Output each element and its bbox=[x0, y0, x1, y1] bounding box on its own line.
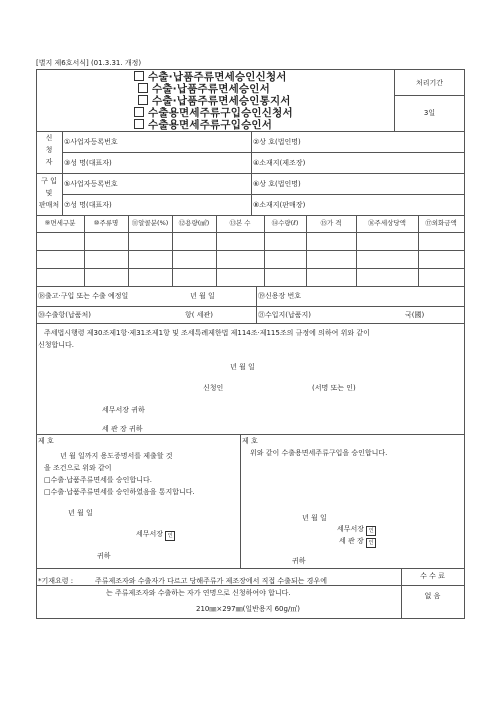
applicant-side-3: 자 bbox=[45, 158, 53, 166]
right-box-no: 제 호 bbox=[242, 437, 258, 445]
left-box-line-4: □수출·납품주류면세를 승인하였음을 통지합니다. bbox=[44, 488, 195, 496]
left-box-no: 제 호 bbox=[38, 437, 54, 445]
seal-icon: 인 bbox=[366, 526, 376, 536]
applicant-side-2: 청 bbox=[45, 146, 53, 154]
col-header-2: ⑩주류명 bbox=[93, 219, 119, 227]
title-4: 수출용면세주류구입승인신청서 bbox=[134, 107, 293, 119]
line-323 bbox=[36, 323, 465, 324]
fee-label: 수 수 료 bbox=[420, 572, 445, 580]
left-box-line-1: 년 월 일까지 용도증명서를 제출할 것 bbox=[60, 452, 173, 460]
notice-line-2: 는 주류제조자와 수출하는 자가 연명으로 신청하여야 합니다. bbox=[106, 589, 291, 597]
fee-value: 없 음 bbox=[424, 592, 441, 600]
proc-hline bbox=[394, 95, 465, 96]
col-header-7: ⑮가 격 bbox=[320, 219, 342, 227]
import-place-label: ㉑수입지(납품지) bbox=[258, 311, 312, 319]
title-5: 수출용면세주류구입승인서 bbox=[134, 119, 272, 131]
line-194 bbox=[62, 194, 465, 195]
applicant-sign-note: (서명 또는 인) bbox=[312, 384, 356, 392]
buyer-address: ⑧소재지(판매장) bbox=[253, 201, 306, 209]
application-date: 년 월 일 bbox=[230, 363, 255, 371]
col-header-1: ⑨면세구분 bbox=[44, 219, 76, 227]
right-box-date: 년 월 일 bbox=[302, 514, 327, 522]
applicant-side-1: 신 bbox=[45, 134, 53, 142]
processing-value: 3일 bbox=[423, 109, 436, 117]
line-268 bbox=[36, 268, 465, 269]
approval-divider bbox=[240, 434, 241, 568]
applicant-trade-name: ②상 호(법인명) bbox=[253, 138, 301, 146]
frame-right-lower bbox=[464, 585, 465, 618]
left-box-line-2: 을 조건으로 위와 같이 bbox=[44, 464, 112, 472]
country-suffix: 국(國) bbox=[405, 311, 425, 319]
title-2: 수출·납품주류면세승인서 bbox=[138, 83, 270, 95]
seal-icon: 인 bbox=[366, 538, 376, 548]
notice-line-1: 주류제조자와 수출자가 다르고 당해주류가 제조장에서 직접 수출되는 경우에 bbox=[95, 577, 327, 585]
right-box-line: 위와 같이 수출용면세주류구입을 승인합니다. bbox=[250, 449, 388, 457]
paper-spec: 210㎜×297㎜(일반용지 60g/㎡) bbox=[196, 605, 301, 613]
buyer-side-2: 및 bbox=[45, 189, 53, 197]
line-434 bbox=[36, 434, 465, 435]
buyer-trade-name: ⑥상 호(법인명) bbox=[253, 180, 301, 188]
addressee-customs: 세 관 장 귀하 bbox=[102, 425, 143, 433]
left-box-date: 년 월 일 bbox=[68, 509, 93, 517]
buyer-reg-no: ⑤사업자등록번호 bbox=[64, 180, 118, 188]
col-header-3: ⑪알콜분(%) bbox=[131, 219, 169, 227]
export-port-mid: 항( 세관) bbox=[185, 311, 213, 319]
left-box-line-3: □수출·납품주류면세를 승인합니다. bbox=[44, 476, 152, 484]
col-header-9: ⑰외화금액 bbox=[425, 219, 457, 227]
line-306 bbox=[36, 306, 465, 307]
title-1: 수출·납품주류면세승인신청서 bbox=[134, 71, 287, 83]
export-port-label: ⑳수출항(납품처) bbox=[38, 311, 92, 319]
buyer-name: ⑦성 명(대표자) bbox=[64, 201, 112, 209]
col-header-8: ⑯주세상당액 bbox=[368, 219, 406, 227]
form-number: [별지 제6호서식] (01.3.31. 개정) bbox=[36, 59, 142, 67]
applicant-address: ④소재지(제조장) bbox=[253, 159, 306, 167]
line-286 bbox=[36, 286, 465, 287]
col-header-5: ⑬본 수 bbox=[229, 219, 251, 227]
line-618 bbox=[36, 618, 465, 619]
applicant-reg-no: ①사업자등록번호 bbox=[64, 138, 118, 146]
right-box-signer-2: 세 관 장 인 bbox=[339, 538, 376, 548]
right-box-signer-1: 세무서장 인 bbox=[337, 526, 376, 536]
line-232 bbox=[36, 232, 465, 233]
statement-1: 주세법시행령 제30조제1항·제31조제1항 및 조세특례제한법 제114조·제115조의 규정에 의하여 위와 같이 bbox=[44, 329, 370, 337]
col-header-6: ⑭수량(ℓ) bbox=[271, 219, 299, 227]
line-152 bbox=[62, 152, 465, 153]
statement-2: 신청합니다. bbox=[38, 341, 75, 349]
lc-number-label: ⑲신용장 번호 bbox=[258, 292, 302, 300]
addressee-tax-office: 세무서장 귀하 bbox=[102, 406, 145, 414]
notice-label: *기재요령 : bbox=[38, 577, 74, 585]
buyer-side-3: 판매처 bbox=[38, 201, 60, 209]
left-box-to: 귀하 bbox=[97, 552, 111, 560]
frame-left-lower bbox=[36, 585, 37, 618]
frame-right bbox=[464, 69, 465, 585]
line-215 bbox=[36, 215, 465, 216]
proc-divider bbox=[394, 69, 395, 131]
seal-icon: 인 bbox=[165, 531, 175, 541]
title-3: 수출·납품주류면세승인통지서 bbox=[138, 95, 291, 107]
processing-label: 처리기간 bbox=[415, 79, 444, 87]
applicant-name: ③성 명(대표자) bbox=[64, 159, 112, 167]
schedule-label: ⑱출고·구입 또는 수출 예정일 bbox=[38, 292, 129, 300]
schedule-date: 년 월 일 bbox=[190, 292, 215, 300]
line-173 bbox=[36, 173, 465, 174]
applicant-sign-label: 신청인 bbox=[203, 384, 224, 392]
line-250 bbox=[36, 250, 465, 251]
title-block bbox=[134, 69, 394, 131]
left-box-signer: 세무서장 인 bbox=[136, 531, 175, 541]
right-box-to: 귀하 bbox=[292, 557, 306, 565]
buyer-side-1: 구 입 bbox=[41, 177, 57, 185]
col-header-4: ⑫용량(㎖) bbox=[178, 219, 210, 227]
